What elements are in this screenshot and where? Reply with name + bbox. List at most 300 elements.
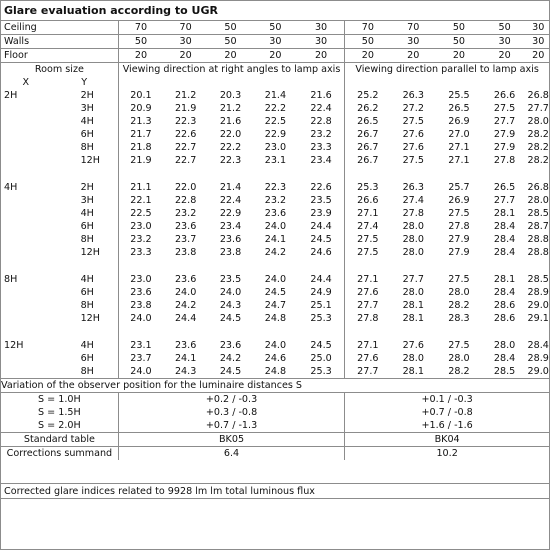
table-row (1, 207, 549, 220)
ugr-value: 26.7 (357, 129, 379, 140)
reflectance-value: 30 (253, 35, 298, 49)
ugr-value: 27.1 (357, 274, 379, 285)
ugr-value: 27.7 (357, 300, 379, 311)
ugr-value: 20.9 (130, 103, 152, 114)
variation-parallel: +1.6 / -1.6 (421, 420, 473, 431)
ugr-value: 23.6 (219, 340, 242, 351)
room-y: 6H (51, 352, 119, 365)
room-x (1, 246, 51, 259)
room-x (1, 286, 51, 299)
ugr-value: 28.4 (493, 234, 516, 245)
ugr-value: 23.1 (264, 155, 287, 166)
reflectance-value: 30 (298, 35, 345, 49)
variation-label: S = 2.0H (1, 419, 118, 433)
ugr-value: 21.4 (264, 90, 287, 101)
room-x (1, 128, 51, 141)
ugr-value: 28.0 (402, 247, 424, 258)
ugr-value: 28.0 (448, 287, 470, 298)
reflectance-value: 50 (208, 35, 253, 49)
ugr-value: 29.1 (527, 313, 549, 324)
ugr-value: 25.2 (357, 90, 379, 101)
gap-cell (118, 167, 344, 181)
ugr-value: 24.0 (219, 287, 242, 298)
ugr-value: 24.5 (298, 233, 345, 246)
reflectance-value: 20 (345, 49, 391, 63)
room-y: 4H (51, 339, 119, 352)
reflectance-value: 30 (298, 21, 345, 35)
ugr-value: 28.9 (527, 353, 549, 364)
room-x (1, 141, 51, 154)
gap-cell (118, 259, 344, 273)
ugr-value: 27.6 (357, 353, 379, 364)
ugr-value: 28.0 (402, 221, 424, 232)
ugr-value: 24.0 (264, 274, 287, 285)
gap-cell (1, 325, 118, 339)
gap-cell (345, 167, 549, 181)
ugr-value: 27.5 (448, 340, 470, 351)
ugr-value: 25.5 (448, 90, 470, 101)
ugr-value: 28.2 (527, 142, 549, 153)
ugr-value: 28.8 (527, 247, 549, 258)
room-x (1, 220, 51, 233)
ugr-value: 28.2 (527, 155, 549, 166)
table-row (1, 194, 549, 207)
perpendicular-header: Viewing direction at right angles to lamp axis (118, 63, 344, 90)
ugr-value: 28.2 (527, 129, 549, 140)
ugr-value: 24.2 (264, 247, 287, 258)
ugr-value: 21.4 (219, 182, 242, 193)
room-x (1, 299, 51, 312)
ugr-value: 24.4 (298, 273, 345, 286)
room-x: 2H (4, 90, 18, 101)
ugr-value: 26.7 (357, 155, 379, 166)
ugr-value: 28.8 (527, 234, 549, 245)
reflectance-value: 50 (482, 21, 528, 35)
ugr-value: 27.5 (493, 103, 516, 114)
reflectance-value: 20 (527, 49, 549, 63)
reflectance-value: 50 (436, 21, 482, 35)
room-x (1, 154, 51, 167)
ugr-value: 22.5 (264, 116, 287, 127)
room-y: 12H (51, 154, 119, 167)
variation-row (1, 419, 549, 433)
x-header: X (22, 77, 30, 88)
reflectance-value: 20 (298, 49, 345, 63)
table-row (1, 246, 549, 259)
gap-cell (345, 259, 549, 273)
ugr-value: 22.3 (174, 116, 197, 127)
table-row (1, 339, 549, 352)
ugr-value: 28.1 (402, 366, 424, 377)
ugr-value: 22.3 (264, 182, 287, 193)
ugr-value: 27.1 (448, 142, 470, 153)
room-y: 8H (51, 365, 119, 379)
room-y: 3H (51, 102, 119, 115)
ugr-value: 22.0 (174, 182, 197, 193)
ugr-value: 28.6 (493, 313, 516, 324)
ugr-value: 22.8 (174, 195, 197, 206)
ugr-value: 22.6 (298, 181, 345, 194)
table-row (1, 365, 549, 379)
ugr-value: 21.3 (130, 116, 152, 127)
ugr-value: 28.1 (493, 274, 516, 285)
ugr-value: 23.2 (264, 195, 287, 206)
ugr-value: 27.5 (448, 208, 470, 219)
table-row (1, 286, 549, 299)
ugr-value: 21.9 (130, 155, 152, 166)
ugr-value: 23.8 (219, 247, 242, 258)
ugr-value: 27.4 (402, 195, 424, 206)
reflectance-value: 30 (527, 21, 549, 35)
ugr-value: 28.4 (527, 340, 549, 351)
ugr-value: 27.6 (402, 129, 424, 140)
ugr-value: 24.0 (264, 340, 287, 351)
ugr-value: 27.5 (402, 116, 424, 127)
ugr-value: 28.4 (493, 353, 516, 364)
room-y: 4H (51, 207, 119, 220)
ugr-value: 27.9 (448, 247, 470, 258)
ugr-value: 24.1 (174, 353, 197, 364)
ugr-value: 20.1 (130, 90, 152, 101)
ugr-value: 24.2 (219, 353, 242, 364)
variation-label: S = 1.5H (1, 406, 118, 419)
ugr-value: 27.0 (448, 129, 470, 140)
ugr-value: 23.6 (174, 221, 197, 232)
table-row (1, 299, 549, 312)
ugr-value: 26.9 (448, 195, 470, 206)
ugr-value: 22.4 (298, 102, 345, 115)
reflectance-value: 30 (482, 35, 528, 49)
gap-cell (1, 167, 118, 181)
gap-cell (118, 325, 344, 339)
ugr-value: 22.6 (174, 129, 197, 140)
corrections-row-label: Corrections summand (1, 447, 118, 461)
reflectance-value: 70 (118, 21, 163, 35)
reflectance-value: 70 (163, 21, 208, 35)
ugr-value: 22.7 (174, 142, 197, 153)
reflectance-value: 20 (436, 49, 482, 63)
ugr-value: 27.6 (357, 287, 379, 298)
variation-perpendicular: +0.2 / -0.3 (118, 393, 344, 407)
ugr-value: 22.5 (130, 208, 152, 219)
gap-cell (1, 259, 118, 273)
ugr-value: 28.1 (402, 300, 424, 311)
ugr-value: 27.5 (357, 247, 379, 258)
ugr-value: 27.1 (357, 208, 379, 219)
ugr-value: 26.8 (527, 90, 549, 101)
ugr-value: 23.6 (219, 234, 242, 245)
ugr-value: 26.7 (357, 142, 379, 153)
ugr-value: 24.4 (298, 220, 345, 233)
ugr-value: 21.2 (219, 103, 242, 114)
ugr-value: 27.7 (527, 103, 549, 114)
room-x (1, 207, 51, 220)
reflectance-value: 20 (118, 49, 163, 63)
ugr-value: 25.0 (298, 352, 345, 365)
room-x (1, 115, 51, 128)
ugr-value: 26.9 (448, 116, 470, 127)
ugr-value: 23.8 (174, 247, 197, 258)
ugr-value: 25.1 (298, 299, 345, 312)
room-x (1, 352, 51, 365)
ugr-value: 23.2 (298, 128, 345, 141)
ugr-value: 27.6 (402, 340, 424, 351)
ugr-value: 23.0 (130, 274, 152, 285)
ugr-table (1, 21, 549, 460)
ugr-value: 27.8 (402, 208, 424, 219)
reflectance-value: 70 (345, 21, 391, 35)
ugr-value: 27.8 (493, 155, 516, 166)
ugr-value: 22.2 (219, 142, 242, 153)
reflectance-value: 70 (390, 21, 436, 35)
ugr-value: 25.3 (298, 312, 345, 325)
ugr-value: 25.3 (298, 365, 345, 379)
ugr-value: 27.7 (357, 366, 379, 377)
ugr-value: 26.3 (402, 90, 424, 101)
room-y: 4H (51, 115, 119, 128)
table-row (1, 312, 549, 325)
ugr-value: 28.0 (402, 353, 424, 364)
ugr-value: 24.3 (219, 300, 242, 311)
ugr-value: 23.8 (130, 300, 152, 311)
ugr-value: 24.2 (174, 300, 197, 311)
reflectance-value: 20 (482, 49, 528, 63)
table-row (1, 352, 549, 365)
reflectance-row (1, 21, 549, 35)
reflectance-label: Floor (1, 49, 118, 63)
ugr-value: 27.1 (357, 340, 379, 351)
variation-title: Variation of the observer position for the luminaire distances S (1, 379, 549, 393)
ugr-value: 26.5 (493, 182, 516, 193)
ugr-value: 26.6 (357, 195, 379, 206)
reflectance-value: 20 (390, 49, 436, 63)
ugr-value: 23.6 (174, 340, 197, 351)
ugr-value: 27.9 (448, 234, 470, 245)
room-y: 6H (51, 220, 119, 233)
ugr-value: 28.1 (402, 313, 424, 324)
room-y: 8H (51, 233, 119, 246)
ugr-value: 24.1 (264, 234, 287, 245)
ugr-value: 22.2 (264, 103, 287, 114)
ugr-value: 24.4 (174, 313, 197, 324)
corrections-row-perpendicular: 6.4 (118, 447, 344, 461)
ugr-value: 22.8 (298, 115, 345, 128)
reflectance-label: Walls (1, 35, 118, 49)
room-x (1, 365, 51, 379)
table-row (1, 220, 549, 233)
reflectance-value: 20 (163, 49, 208, 63)
ugr-value: 28.0 (402, 234, 424, 245)
ugr-value: 27.2 (402, 103, 424, 114)
ugr-value: 26.8 (527, 182, 549, 193)
ugr-value: 24.5 (264, 287, 287, 298)
ugr-value: 25.7 (448, 182, 470, 193)
gap-cell (345, 325, 549, 339)
room-y: 8H (51, 299, 119, 312)
page-title: Glare evaluation according to UGR (1, 1, 549, 21)
ugr-value: 27.5 (448, 274, 470, 285)
reflectance-value: 50 (345, 35, 391, 49)
table-row (1, 141, 549, 154)
ugr-value: 23.9 (298, 207, 345, 220)
ugr-value: 28.0 (493, 340, 516, 351)
ugr-value: 23.3 (130, 247, 152, 258)
room-x (1, 102, 51, 115)
ugr-value: 27.8 (448, 221, 470, 232)
room-y: 4H (51, 273, 119, 286)
variation-row (1, 406, 549, 419)
ugr-value: 21.7 (130, 129, 152, 140)
variation-title-row (1, 379, 549, 393)
ugr-value: 27.9 (493, 142, 516, 153)
ugr-value: 24.5 (219, 366, 242, 377)
ugr-value: 21.6 (219, 116, 242, 127)
ugr-value: 24.0 (130, 366, 152, 377)
room-x (1, 312, 51, 325)
ugr-value: 28.2 (448, 366, 470, 377)
reflectance-value: 20 (208, 49, 253, 63)
group-gap (1, 259, 549, 273)
variation-perpendicular: +0.3 / -0.8 (118, 406, 344, 419)
room-size-header: Room size (1, 63, 118, 77)
room-x (1, 194, 51, 207)
table-row (1, 102, 549, 115)
ugr-value: 24.0 (174, 287, 197, 298)
ugr-value: 27.8 (357, 313, 379, 324)
room-y: 2H (51, 89, 119, 102)
ugr-value: 26.5 (357, 116, 379, 127)
table-row (1, 181, 549, 194)
reflectance-value: 20 (253, 49, 298, 63)
ugr-value: 23.7 (174, 234, 197, 245)
group-gap (1, 167, 549, 181)
variation-parallel: +0.7 / -0.8 (421, 407, 473, 418)
ugr-value: 21.1 (130, 182, 152, 193)
ugr-value: 23.6 (174, 274, 197, 285)
ugr-value: 23.6 (264, 208, 287, 219)
ugr-value: 29.0 (527, 300, 549, 311)
room-y: 3H (51, 194, 119, 207)
variation-parallel: +0.1 / -0.3 (421, 394, 473, 405)
room-y: 8H (51, 141, 119, 154)
ugr-value: 28.6 (493, 300, 516, 311)
ugr-value: 22.4 (219, 195, 242, 206)
room-y: 12H (51, 246, 119, 259)
ugr-value: 23.5 (298, 194, 345, 207)
ugr-value: 24.0 (264, 221, 287, 232)
standard-table-row-label: Standard table (1, 433, 118, 447)
room-x (1, 233, 51, 246)
ugr-value: 26.6 (493, 90, 516, 101)
room-x: 4H (4, 182, 18, 193)
room-y: 6H (51, 286, 119, 299)
variation-perpendicular: +0.7 / -1.3 (118, 419, 344, 433)
ugr-value: 23.1 (130, 340, 152, 351)
ugr-value: 21.6 (298, 89, 345, 102)
header-row (1, 63, 549, 77)
ugr-value: 26.3 (402, 182, 424, 193)
reflectance-value: 50 (436, 35, 482, 49)
ugr-value: 28.0 (402, 287, 424, 298)
ugr-value: 20.3 (219, 90, 242, 101)
ugr-value: 23.2 (130, 234, 152, 245)
reflectance-value: 30 (527, 35, 549, 49)
ugr-value: 22.7 (174, 155, 197, 166)
ugr-value: 28.4 (493, 247, 516, 258)
table-row (1, 233, 549, 246)
ugr-value: 21.9 (174, 103, 197, 114)
ugr-value: 25.3 (357, 182, 379, 193)
table-row (1, 115, 549, 128)
ugr-value: 23.4 (298, 154, 345, 167)
standard-table-row-parallel: BK04 (345, 433, 549, 447)
ugr-value: 22.1 (130, 195, 152, 206)
ugr-value: 21.8 (130, 142, 152, 153)
reflectance-value: 30 (163, 35, 208, 49)
ugr-value: 27.5 (402, 155, 424, 166)
ugr-value: 26.5 (448, 103, 470, 114)
ugr-value: 26.2 (357, 103, 379, 114)
group-gap (1, 325, 549, 339)
ugr-value: 28.7 (527, 221, 549, 232)
ugr-value: 23.6 (130, 287, 152, 298)
ugr-value: 28.0 (527, 195, 549, 206)
ugr-value: 28.4 (493, 287, 516, 298)
ugr-value: 23.4 (219, 221, 242, 232)
ugr-value: 27.1 (448, 155, 470, 166)
room-y: 12H (51, 312, 119, 325)
reflectance-value: 30 (390, 35, 436, 49)
parallel-header: Viewing direction parallel to lamp axis (355, 64, 539, 75)
ugr-value: 28.9 (527, 287, 549, 298)
ugr-value: 24.9 (298, 286, 345, 299)
ugr-value: 28.4 (493, 221, 516, 232)
ugr-value: 28.3 (448, 313, 470, 324)
ugr-value: 23.7 (130, 353, 152, 364)
ugr-value: 24.0 (130, 313, 152, 324)
ugr-value: 27.9 (493, 129, 516, 140)
ugr-table-body (1, 21, 549, 460)
table-row (1, 273, 549, 286)
ugr-value: 24.3 (174, 366, 197, 377)
ugr-value: 22.9 (219, 208, 242, 219)
ugr-value: 27.6 (402, 142, 424, 153)
room-x: 8H (4, 274, 18, 285)
table-row (1, 128, 549, 141)
y-header: Y (51, 76, 119, 89)
ugr-value: 23.5 (219, 274, 242, 285)
ugr-value: 28.0 (527, 116, 549, 127)
ugr-value: 28.0 (448, 353, 470, 364)
variation-row (1, 393, 549, 407)
ugr-value: 28.1 (493, 208, 516, 219)
ugr-value: 24.7 (264, 300, 287, 311)
ugr-value: 22.3 (219, 155, 242, 166)
ugr-value: 27.7 (493, 116, 516, 127)
room-y: 6H (51, 128, 119, 141)
table-row (1, 89, 549, 102)
ugr-value: 28.2 (448, 300, 470, 311)
room-y: 2H (51, 181, 119, 194)
ugr-value: 24.6 (298, 246, 345, 259)
standard-table-row (1, 433, 549, 447)
ugr-value: 24.8 (264, 366, 287, 377)
ugr-value: 23.0 (130, 221, 152, 232)
reflectance-row (1, 49, 549, 63)
standard-table-row-perpendicular: BK05 (118, 433, 344, 447)
ugr-value: 27.4 (357, 221, 379, 232)
variation-label: S = 1.0H (1, 393, 118, 407)
